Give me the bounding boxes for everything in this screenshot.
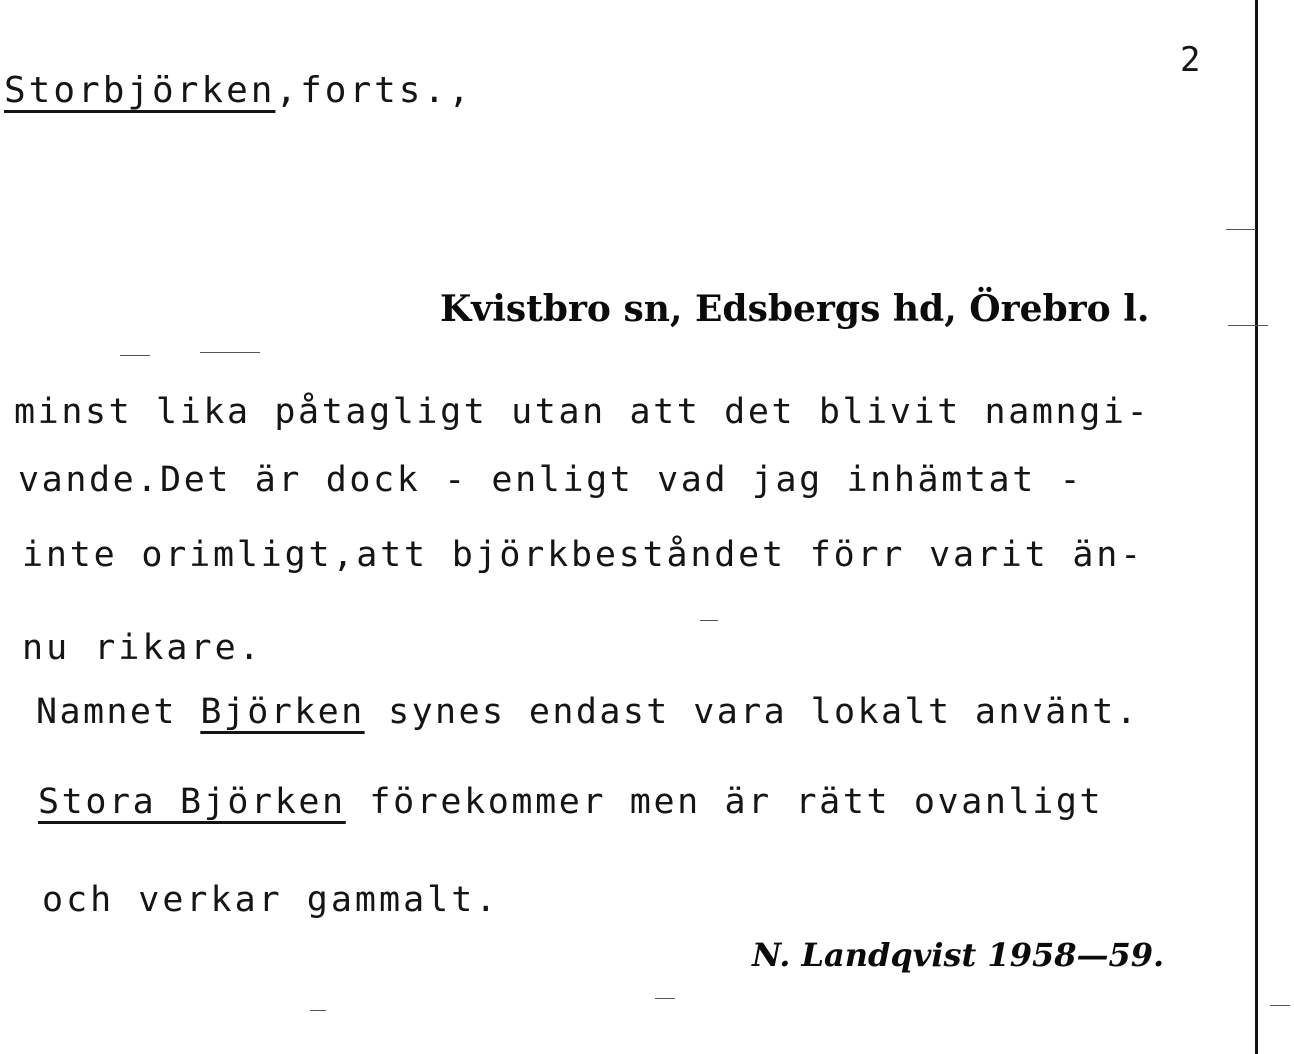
card-edge-line bbox=[1255, 0, 1258, 1054]
signature-stamp: N. Landqvist 1958—59. bbox=[752, 936, 1165, 974]
heading-suffix: ,forts., bbox=[275, 70, 473, 111]
scan-speck bbox=[1226, 229, 1256, 230]
text-line-1: minst lika påtagligt utan att det blivit namngi- bbox=[14, 392, 1151, 432]
line-5-prefix: Namnet bbox=[36, 692, 201, 732]
scan-speck bbox=[200, 352, 260, 353]
scan-speck bbox=[655, 998, 675, 999]
line-6-suffix: förekommer men är rätt ovanligt bbox=[345, 782, 1104, 822]
page-number: 2 bbox=[1180, 40, 1201, 80]
line-5-suffix: synes endast vara lokalt använt. bbox=[364, 692, 1140, 732]
text-line-2: vande.Det är dock - enligt vad jag inhämtat - bbox=[18, 460, 1084, 500]
line-5-place-name: Björken bbox=[200, 692, 365, 732]
text-line-6 bbox=[38, 782, 1103, 822]
text-line-7: och verkar gammalt. bbox=[42, 880, 500, 920]
line-6-place-name: Stora Björken bbox=[38, 782, 346, 822]
scan-speck bbox=[1270, 1005, 1290, 1006]
place-stamp: Kvistbro sn, Edsbergs hd, Örebro l. bbox=[440, 288, 1150, 330]
text-line-3: inte orimligt,att björkbeståndet förr varit än- bbox=[22, 535, 1144, 575]
scan-speck bbox=[310, 1010, 326, 1011]
scan-speck bbox=[700, 620, 718, 621]
scan-speck bbox=[120, 355, 150, 356]
text-line-4: nu rikare. bbox=[22, 628, 263, 668]
text-line-5 bbox=[36, 692, 1139, 732]
scan-speck bbox=[1228, 325, 1268, 326]
heading-title: Storbjörken bbox=[4, 70, 276, 111]
card-heading bbox=[4, 70, 473, 111]
